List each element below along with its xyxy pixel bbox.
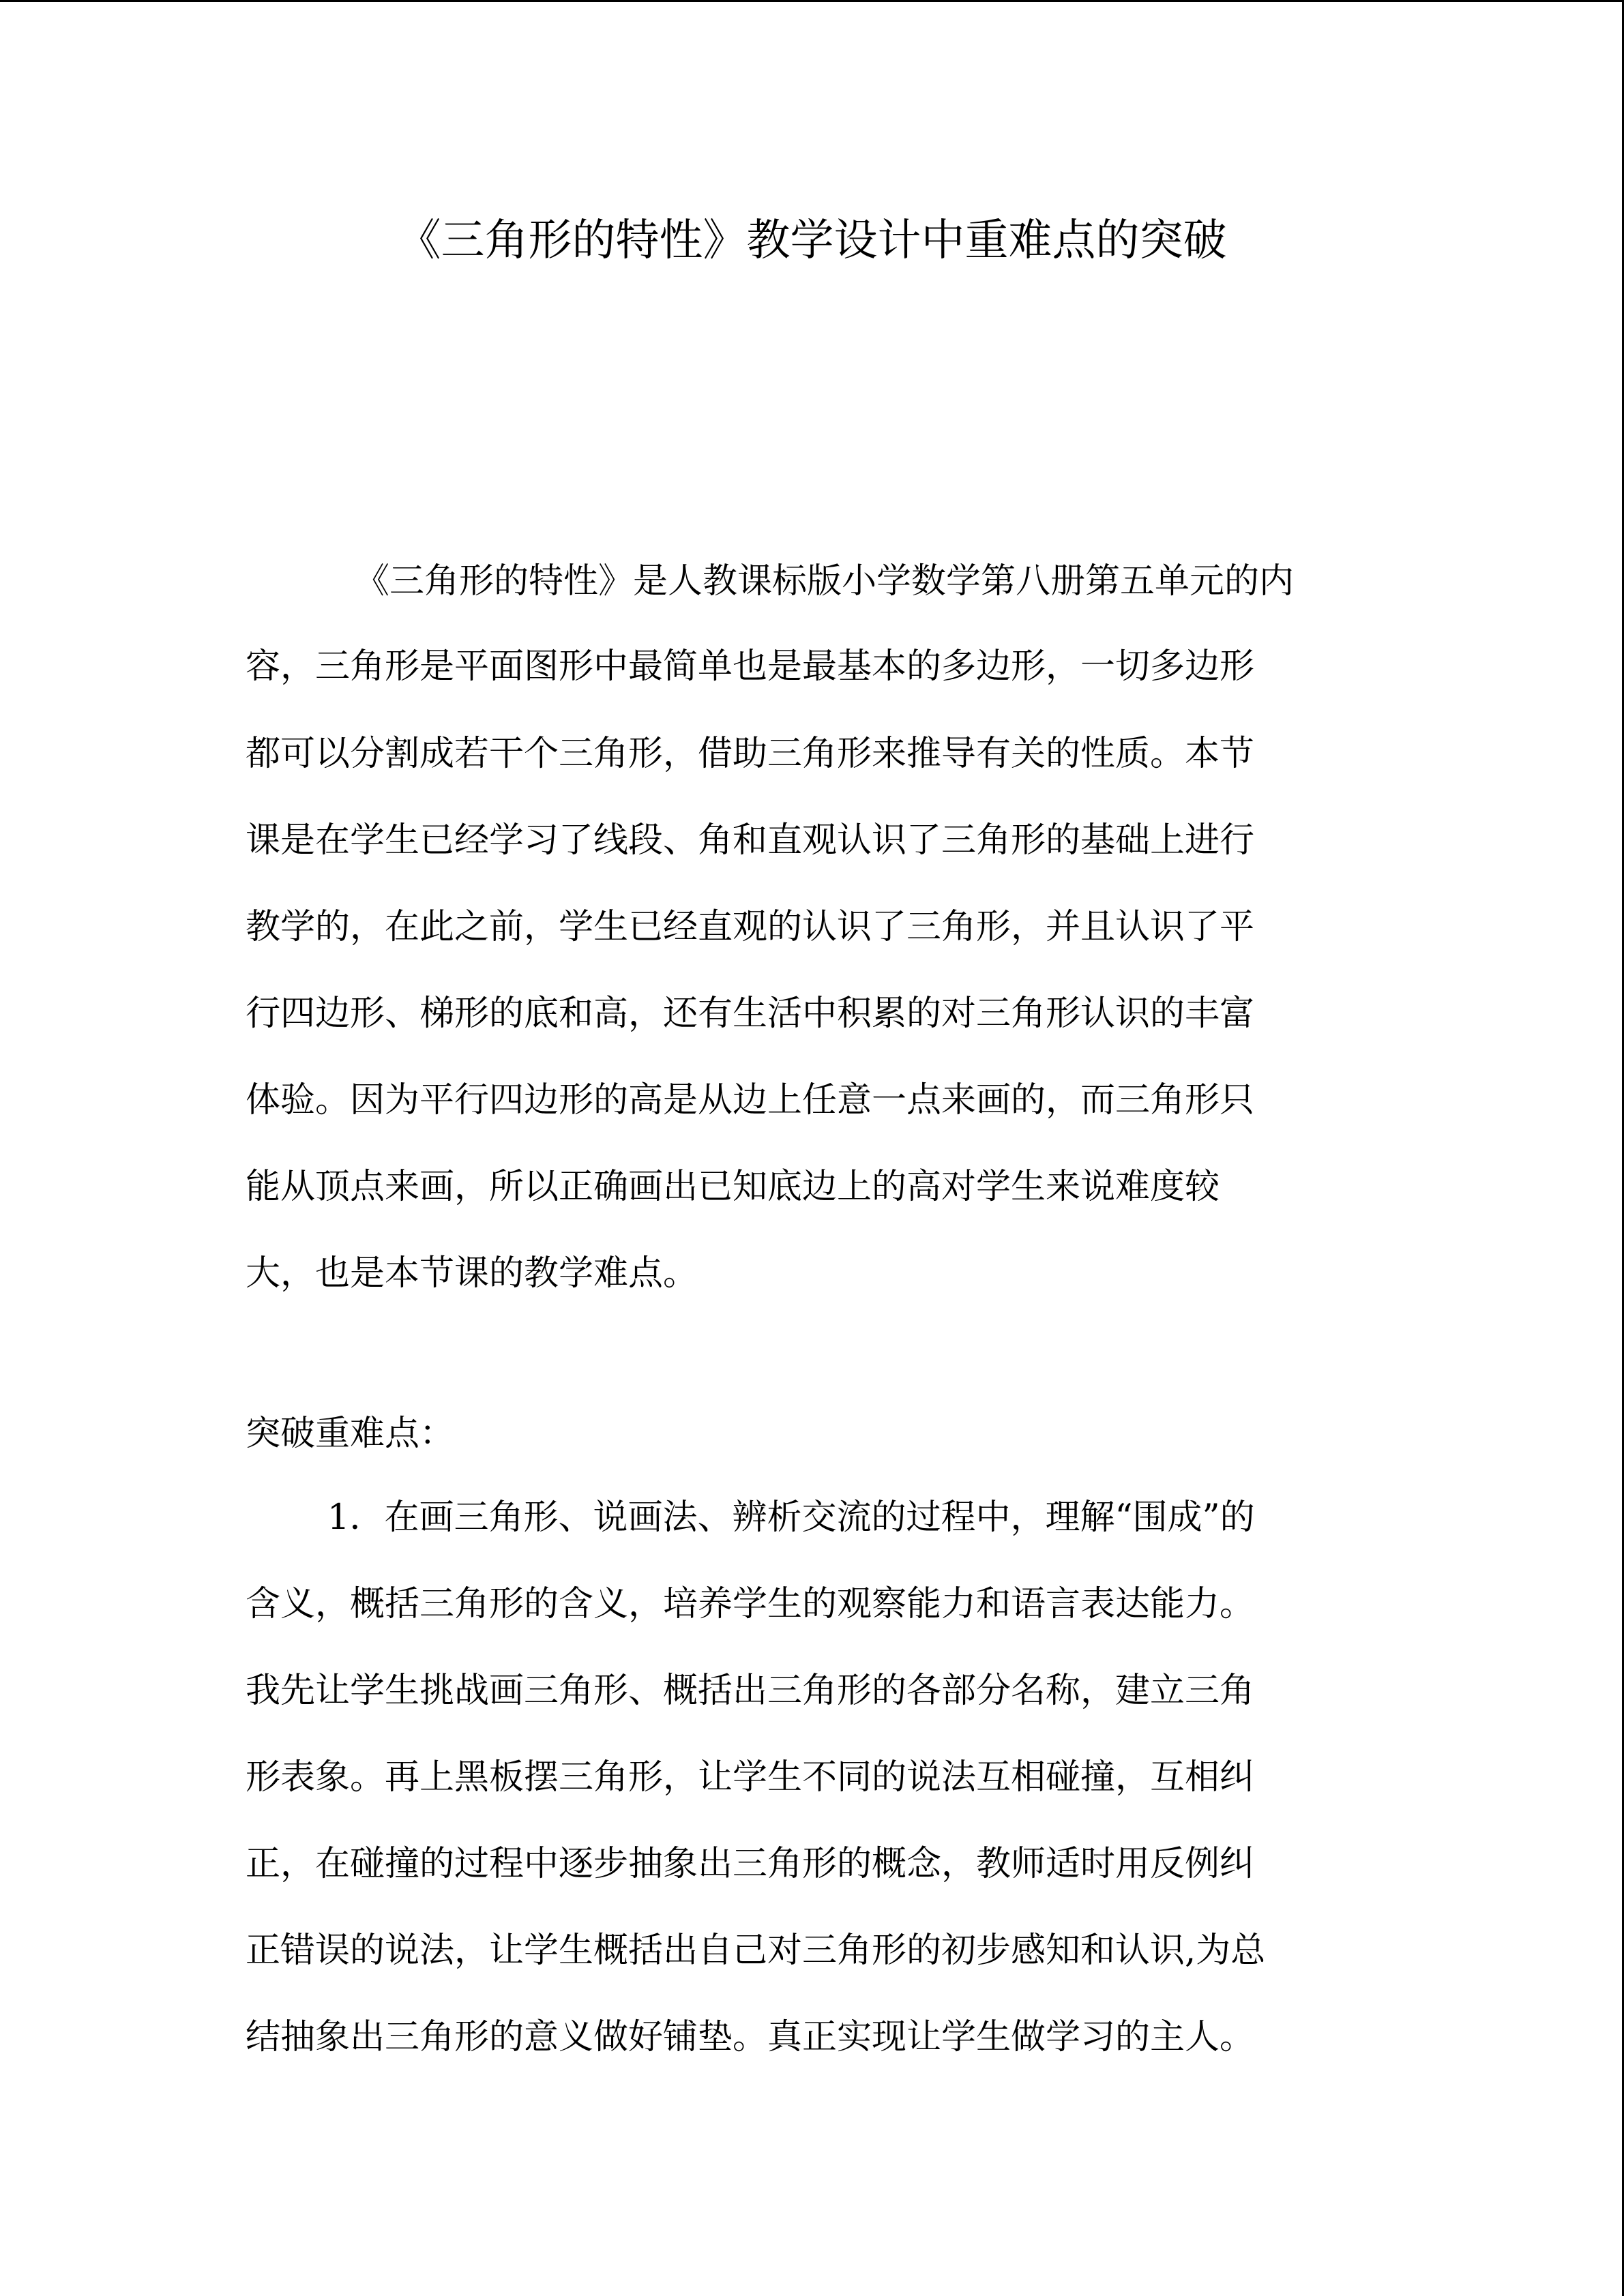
point-paragraph-line: 正错误的说法，让学生概括出自己对三角形的初步感知和认识,为总 bbox=[246, 1930, 1266, 1971]
intro-paragraph-line: 课是在学生已经学习了线段、角和直观认识了三角形的基础上进行 bbox=[246, 820, 1255, 861]
point-paragraph-line: 形表象。再上黑板摆三角形，让学生不同的说法互相碰撞，互相纠 bbox=[246, 1757, 1255, 1798]
intro-paragraph-line: 容，三角形是平面图形中最简单也是最基本的多边形，一切多边形 bbox=[246, 646, 1255, 687]
point-paragraph-line: 1．在画三角形、说画法、辨析交流的过程中，理解“围成”的 bbox=[327, 1497, 1255, 1538]
intro-paragraph-line: 能从顶点来画，所以正确画出已知底边上的高对学生来说难度较 bbox=[246, 1167, 1220, 1207]
section-heading: 突破重难点： bbox=[246, 1414, 455, 1454]
intro-paragraph-line: 大，也是本节课的教学难点。 bbox=[246, 1253, 698, 1294]
point-paragraph-line: 含义，概括三角形的含义，培养学生的观察能力和语言表达能力。 bbox=[246, 1584, 1255, 1624]
point-paragraph-line: 结抽象出三角形的意义做好铺垫。真正实现让学生做学习的主人。 bbox=[246, 2017, 1255, 2057]
intro-paragraph-line: 都可以分割成若干个三角形，借助三角形来推导有关的性质。本节 bbox=[246, 734, 1255, 774]
document-title: 《三角形的特性》教学设计中重难点的突破 bbox=[397, 215, 1227, 266]
point-paragraph-line: 正，在碰撞的过程中逐步抽象出三角形的概念，教师适时用反例纠 bbox=[246, 1844, 1255, 1884]
intro-paragraph-line: 体验。因为平行四边形的高是从边上任意一点来画的，而三角形只 bbox=[246, 1080, 1255, 1120]
intro-paragraph-line: 《三角形的特性》是人教课标版小学数学第八册第五单元的内 bbox=[355, 561, 1295, 601]
point-paragraph-line: 我先让学生挑战画三角形、概括出三角形的各部分名称，建立三角 bbox=[246, 1671, 1255, 1711]
intro-paragraph-line: 行四边形、梯形的底和高，还有生活中积累的对三角形认识的丰富 bbox=[246, 994, 1255, 1034]
intro-paragraph-line: 教学的，在此之前，学生已经直观的认识了三角形，并且认识了平 bbox=[246, 907, 1255, 947]
